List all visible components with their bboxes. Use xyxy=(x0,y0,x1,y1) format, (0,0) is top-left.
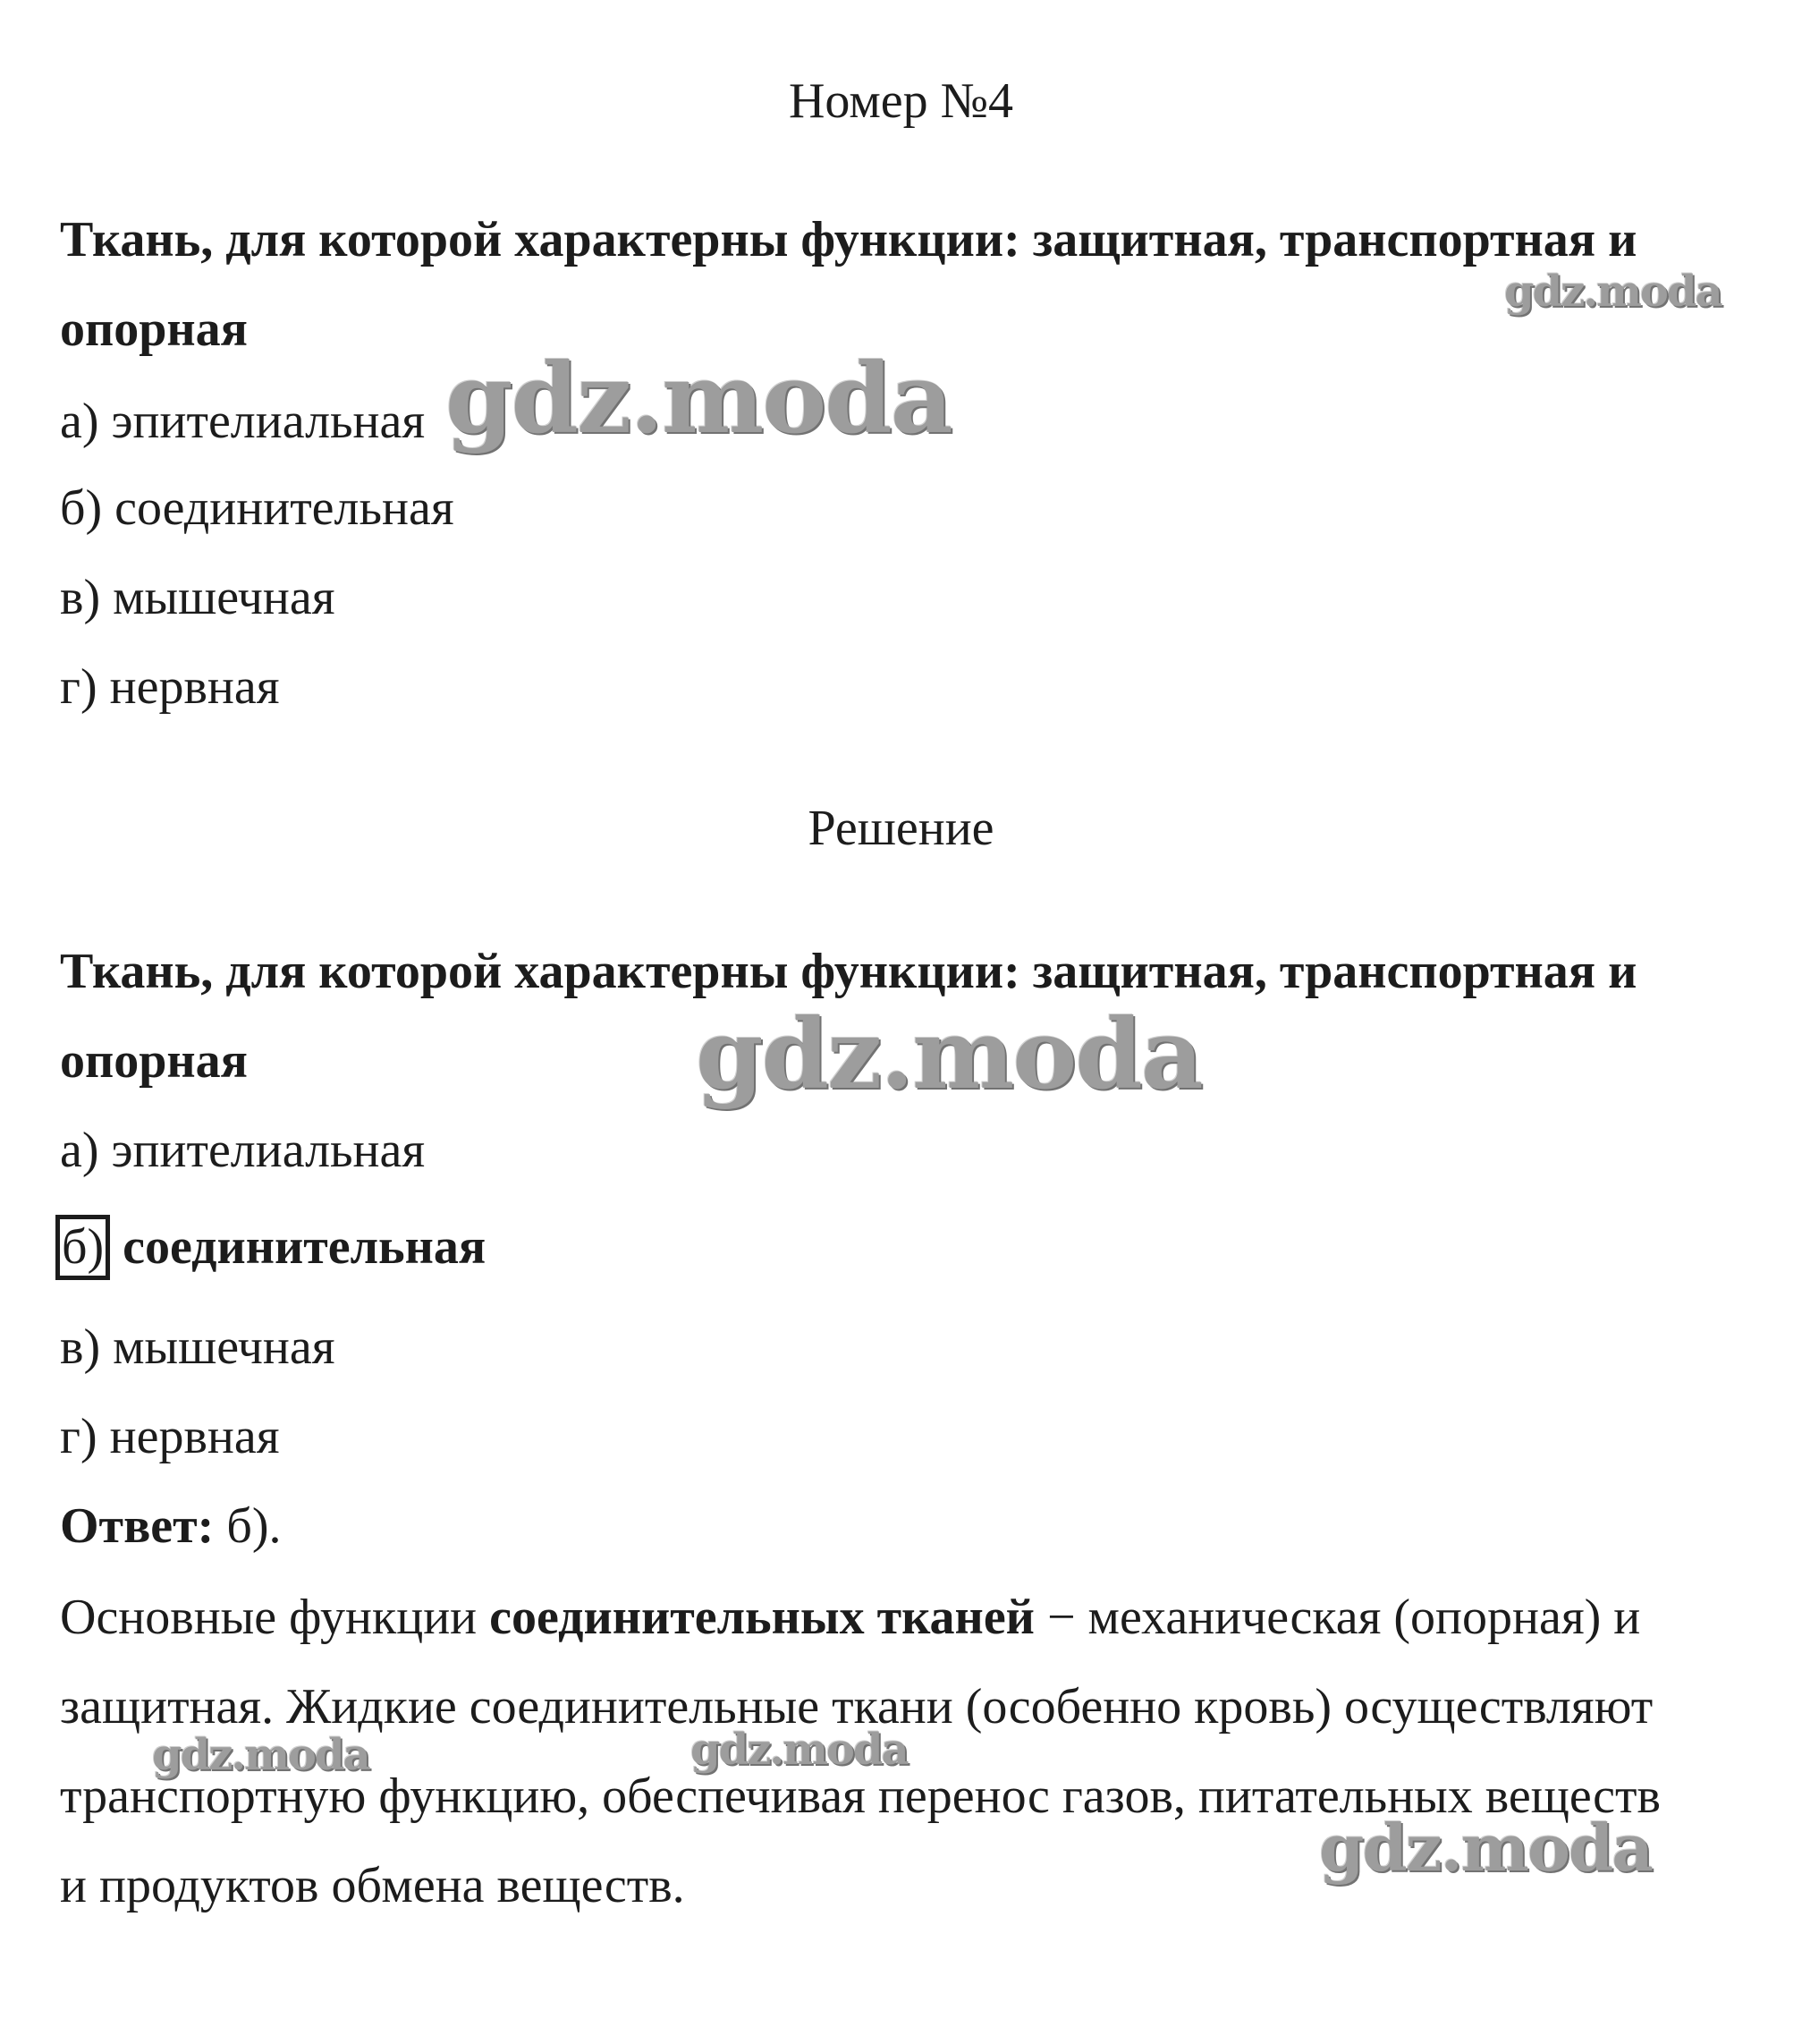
question-text-line2: опорная xyxy=(60,301,248,357)
solution-text-line1: Ткань, для которой характерны функции: защитная, транспортная и xyxy=(60,944,1637,999)
explanation-line1-post: − механическая (опорная) и xyxy=(1046,1590,1641,1645)
selected-option-text: соединительная xyxy=(123,1219,486,1275)
solution-option-a: а) эпителиальная xyxy=(60,1123,426,1178)
answer-label: Ответ: xyxy=(60,1498,215,1554)
solution-text-line2: опорная xyxy=(60,1033,248,1089)
watermark-large-top: gdz.moda xyxy=(445,343,952,455)
solution-option-d: г) нервная xyxy=(60,1409,280,1464)
explanation-line1 xyxy=(60,1590,1641,1645)
watermark-bottom-center: gdz.moda xyxy=(690,1725,908,1775)
watermark-top-right: gdz.moda xyxy=(1504,267,1722,317)
question-text-line1: Ткань, для которой характерны функции: защитная, транспортная и xyxy=(60,212,1637,267)
watermark-bottom-right: gdz.moda xyxy=(1319,1810,1652,1886)
solution-option-c: в) мышечная xyxy=(60,1319,335,1375)
question-option-d: г) нервная xyxy=(60,659,280,715)
explanation-line4: и продуктов обмена веществ. xyxy=(60,1858,685,1913)
answer-value: б). xyxy=(226,1498,282,1554)
task-title: Номер №4 xyxy=(788,73,1014,129)
question-option-c: в) мышечная xyxy=(60,570,335,625)
watermark-bottom-left: gdz.moda xyxy=(152,1730,369,1780)
selected-option-marker: б) xyxy=(55,1215,110,1280)
answer-line xyxy=(60,1498,282,1554)
explanation-line2: защитная. Жидкие соединительные ткани (особенно кровь) осуществляют xyxy=(60,1679,1654,1734)
watermark-large-middle: gdz.moda xyxy=(696,998,1202,1111)
question-option-b: б) соединительная xyxy=(60,480,454,536)
explanation-line3: транспортную функцию, обеспечивая перенос газов, питательных веществ xyxy=(60,1768,1661,1824)
explanation-line1-bold: соединительных тканей xyxy=(489,1590,1035,1645)
explanation-line1-pre: Основные функции xyxy=(60,1590,478,1645)
solution-option-b xyxy=(60,1215,486,1280)
question-option-a: а) эпителиальная xyxy=(60,394,426,449)
solution-heading: Решение xyxy=(808,801,994,856)
